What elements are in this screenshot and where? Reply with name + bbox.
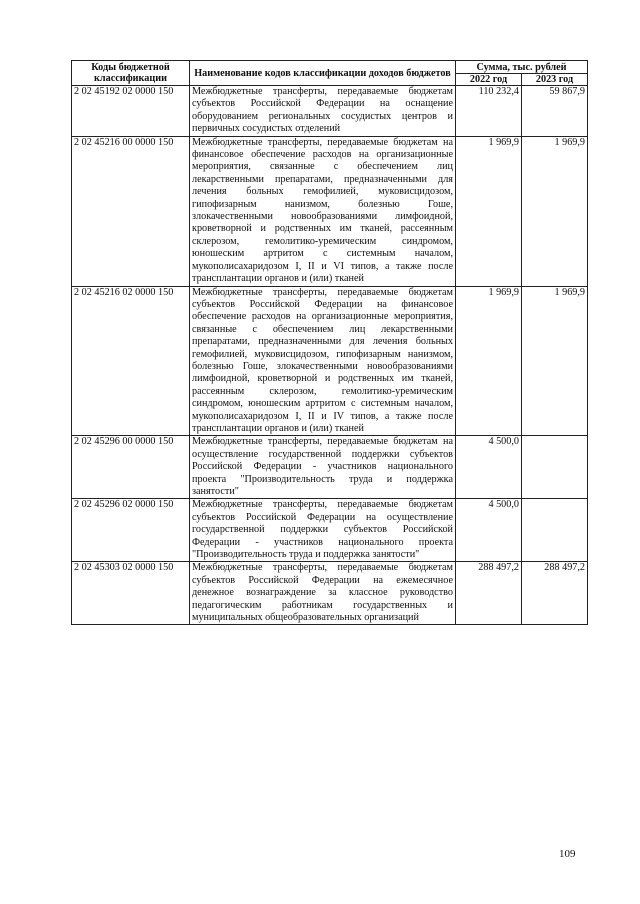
row-name: Межбюджетные трансферты, передаваемые бюджетам на финансовое обеспечение расходов на организационные мероприятия, связанные с обеспечением лиц лекарственными препаратами, предназначенными для лечения больных гемофилией, муковисцидозом, гипофизарным нанизмом, болезнью Гоше, злокачественными новообразованиями лимфоидной, кроветворной и родственных им тканей, рассеянным склерозом, гемолитико-уремическим синдромом, юношеским артритом с системным началом, мукополисахаридозом I, II и VI типов, а также после трансплантации органов и (или) тканей [190,136,456,286]
table-row [72,86,588,137]
row-name: Межбюджетные трансферты, передаваемые бюджетам субъектов Российской Федерации на ежемесячное денежное вознаграждение за классное руководство педагогическим работникам государственных и муниципальных общеобразовательных организаций [190,562,456,625]
table-row [72,499,588,562]
row-code: 2 02 45216 02 0000 150 [72,286,190,436]
row-name: Межбюджетные трансферты, передаваемые бюджетам субъектов Российской Федерации на финансовое обеспечение расходов на организационные мероприятия, связанные с обеспечением лиц лекарственными препаратами, предназначенными для лечения больных гемофилией, муковисцидозом, гипофизарным нанизмом, болезнью Гоше, злокачественными новообразованиями лимфоидной, кроветворной и родственных им тканей, рассеянным склерозом, гемолитико-уремическим синдромом, юношеским артритом с системным началом, мукополисахаридозом I, II и IV типов, а также после трансплантации органов и (или) тканей [190,286,456,436]
row-value-2023: 288 497,2 [522,562,588,625]
row-code: 2 02 45296 02 0000 150 [72,499,190,562]
row-value-2023: 1 969,9 [522,286,588,436]
row-code: 2 02 45303 02 0000 150 [72,562,190,625]
table-row [72,562,588,625]
header-year-2022: 2022 год [456,74,522,86]
header-sum: Сумма, тыс. рублей [456,61,588,74]
table-row [72,286,588,436]
header-name: Наименование кодов классификации доходов бюджетов [190,61,456,86]
row-value-2023 [522,499,588,562]
page-number: 109 [559,848,576,860]
row-value-2023: 1 969,9 [522,136,588,286]
table-row [72,136,588,286]
row-value-2022: 4 500,0 [456,499,522,562]
row-value-2022: 110 232,4 [456,86,522,137]
row-value-2023 [522,436,588,499]
revenue-table [71,60,588,625]
row-value-2022: 1 969,9 [456,286,522,436]
header-year-2023: 2023 год [522,74,588,86]
row-value-2023: 59 867,9 [522,86,588,137]
row-code: 2 02 45296 00 0000 150 [72,436,190,499]
row-value-2022: 1 969,9 [456,136,522,286]
row-name: Межбюджетные трансферты, передаваемые бюджетам субъектов Российской Федерации на осуществление государственной поддержки субъектов Российской Федерации - участников национального проекта "Производительность труда и поддержка занятости" [190,499,456,562]
row-code: 2 02 45192 02 0000 150 [72,86,190,137]
row-value-2022: 4 500,0 [456,436,522,499]
row-name: Межбюджетные трансферты, передаваемые бюджетам на осуществление государственной поддержки субъектов Российской Федерации - участников национального проекта "Производительность труда и поддержка занятости" [190,436,456,499]
row-value-2022: 288 497,2 [456,562,522,625]
row-code: 2 02 45216 00 0000 150 [72,136,190,286]
row-name: Межбюджетные трансферты, передаваемые бюджетам субъектов Российской Федерации на оснащение оборудованием региональных сосудистых центров и первичных сосудистых отделений [190,86,456,137]
table-row [72,436,588,499]
header-code: Коды бюджетной классификации [72,61,190,86]
